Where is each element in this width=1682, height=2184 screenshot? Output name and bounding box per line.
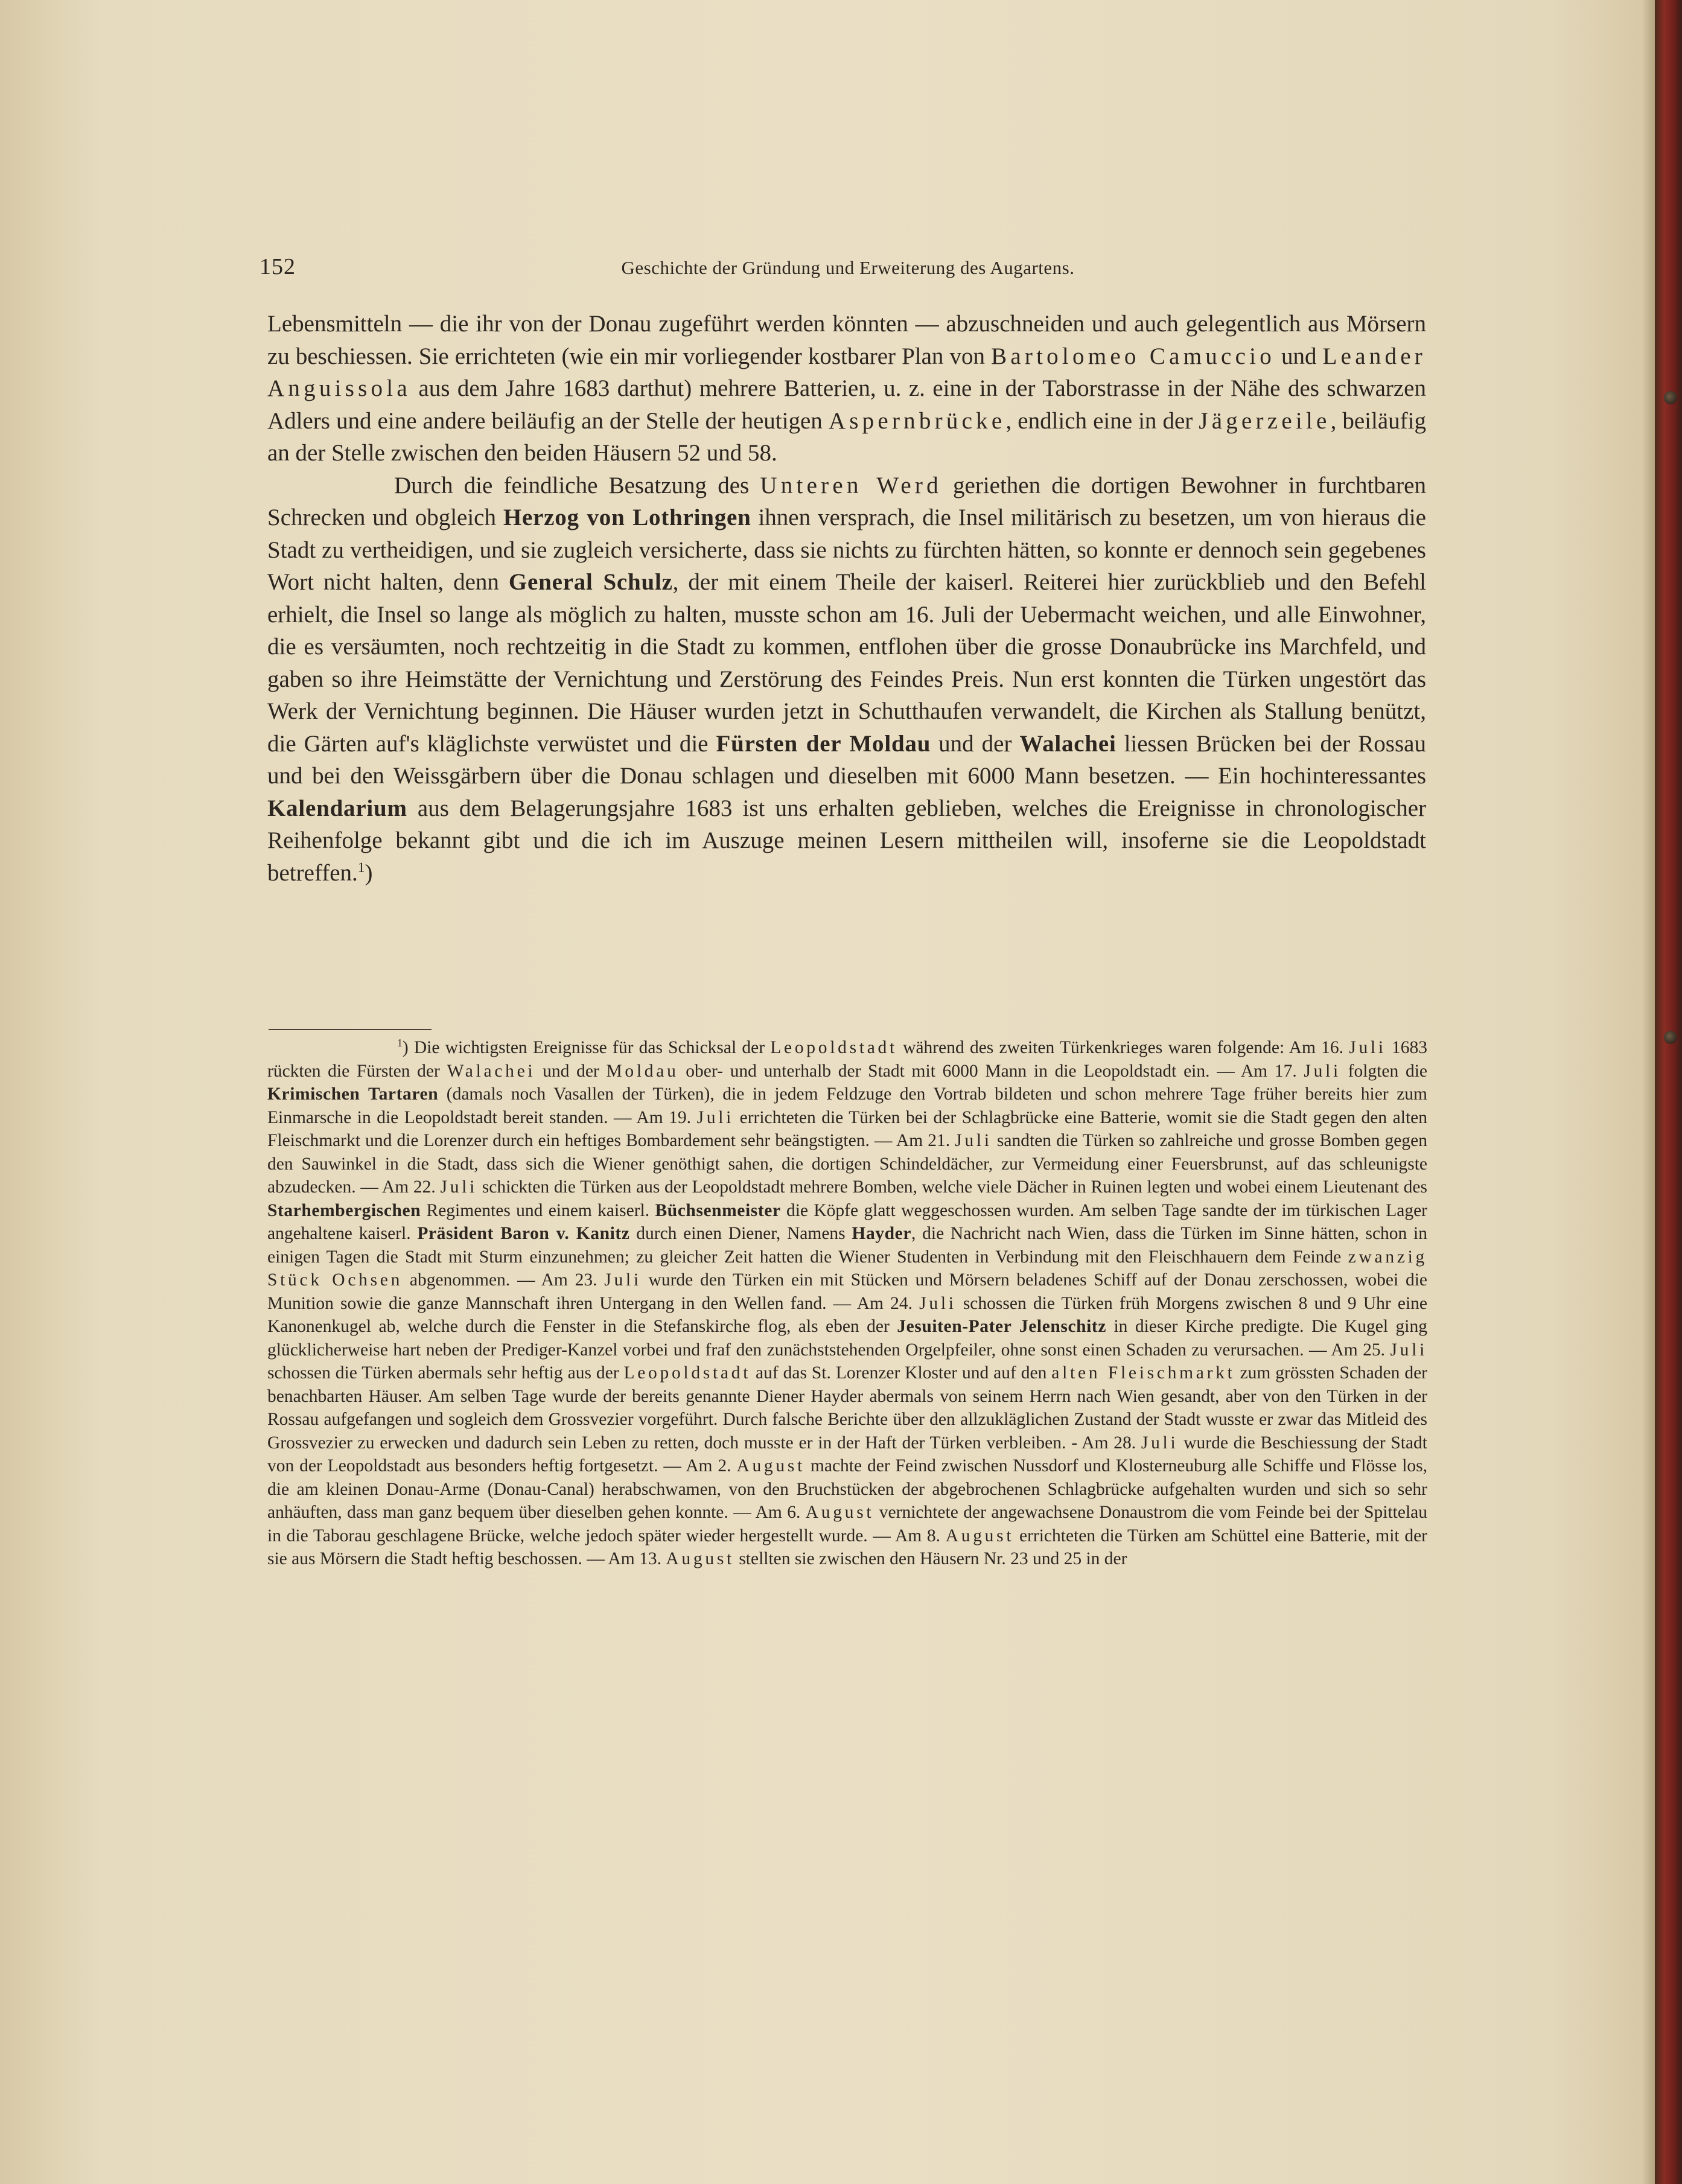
spaced-name: Unteren Werd [760, 472, 942, 498]
text-run: 1683 rückten die Fürsten der [267, 1038, 1427, 1081]
text-run: stellten sie zwischen den Häusern Nr. 23 und 25 in der [734, 1549, 1127, 1568]
spaced-name: Leander Anguissola [267, 343, 1427, 401]
spaced-name: Walachei [447, 1061, 536, 1081]
text-run: (damals noch Vasallen der Türken), die in jedem Feldzuge den Vortrab bildeten und schon mehrere Tage früher bereits hier zum Einmarsche in die Leopoldstadt bereit standen. — Am 19. [267, 1084, 1427, 1127]
spaced-name: August [805, 1503, 874, 1522]
blackletter-name: Präsident Baron v. Kanitz [417, 1224, 630, 1243]
paragraph-2 [267, 470, 1426, 890]
text-run: wurde den Türken ein mit Stücken und Mörsern beladenes Schiff auf der Donau zerschossen, wobei die Munition sowie die ganze Mannschaft ihren Untergang in den Wellen fand. — Am 24. [267, 1270, 1428, 1313]
blackletter-name: Hayder [852, 1224, 912, 1243]
spaced-name: Aspernbrücke [828, 407, 1006, 434]
text-run: ober- und unterhalb der Stadt mit 6000 Mann in die Leopoldstadt ein. — Am 17. [678, 1061, 1304, 1081]
spaced-name: Juli [604, 1270, 642, 1290]
text-run: schickten die Türken aus der Leopoldstadt mehrere Bomben, welche viele Dächer in Ruinen legten und wobei einem Lieutenant des [477, 1177, 1427, 1197]
text-run: aus dem Jahre 1683 darthut) mehrere Batterien, u. z. eine in der Taborstrasse in der Nähe des schwarzen Adlers und eine andere beiläufig an der Stelle der heutigen [267, 375, 1426, 434]
text-run: schossen die Türken früh Morgens zwischen 8 und 9 Uhr eine Kanonenkugel ab, welche durch die Fenster in die Stefanskirche flog, als eben der [267, 1293, 1428, 1336]
spaced-name: Juli [1304, 1061, 1341, 1081]
text-run: schossen die Türken abermals sehr heftig aus der [267, 1363, 624, 1383]
blackletter-name: General Schulz [508, 569, 673, 595]
book-spine [1655, 0, 1682, 2184]
blackletter-name: Fürsten der Moldau [716, 730, 931, 757]
main-text [267, 308, 1426, 889]
spine-rivet-icon [1664, 391, 1677, 404]
spaced-name: Bartolomeo Camuccio [991, 343, 1275, 369]
page-number: 152 [260, 254, 296, 279]
footnote-paragraph [267, 1036, 1427, 1571]
text-run: folgten die [1340, 1061, 1427, 1081]
paragraph-1 [267, 308, 1426, 470]
text-run: und der [535, 1061, 607, 1081]
text-run: ) [365, 859, 373, 886]
blackletter-name: Kalendarium [267, 795, 407, 821]
blackletter-name: Herzog von Lothringen [503, 505, 751, 530]
text-run: und der [931, 730, 1020, 757]
spaced-name: Moldau [606, 1061, 679, 1081]
footnote-marker: 1 [397, 1037, 403, 1049]
spaced-name: zwanzig Stück Ochsen [267, 1247, 1427, 1290]
text-run: abgenommen. — Am 23. [403, 1270, 605, 1290]
text-run: , der mit einem Theile der kaiserl. Reiterei hier zurückblieb und den Befehl erhielt, die Insel so lange als möglich zu halten, musste schon am 16. Juli der Uebermacht weichen, und alle Einwohner, die es versäumten, noch rechtzeitig in die Stadt zu kommen, entflohen über die grosse Donaubrücke ins Marchfeld, und gaben so ihre Heimstätte der Vernichtung und Zerstörung des Feindes Preis. Nun erst konnten die Türken ungestört das Werk der Vernichtung beginnen. Die Häuser wurden jetzt in Schutthaufen verwandelt, die Kirchen als Stallung benützt, die Gärten auf's kläglichste verwüstet und die [267, 569, 1426, 757]
spaced-name: August [666, 1549, 734, 1568]
text-run: die Köpfe glatt weggeschossen wurden. Am selben Tage sandte der im türkischen Lager angehaltene kaiserl. [267, 1200, 1427, 1243]
footnote-reference: 1 [357, 859, 365, 876]
blackletter-name: Krimischen Tartaren [267, 1084, 439, 1104]
text-run: während des zweiten Türkenkrieges waren folgende: Am 16. [897, 1038, 1349, 1057]
blackletter-name: Jesuiten-Pater Jelenschitz [897, 1317, 1107, 1336]
text-run: auf das St. Lorenzer Kloster und auf den [751, 1363, 1052, 1383]
text-run: errichteten die Türken am Schüttel eine Batterie, mit der sie aus Mörsern die Stadt heftig beschossen. — Am 13. [267, 1526, 1427, 1568]
text-run: liessen Brücken bei der Rossau und bei den Weissgärbern über die Donau schlagen und dieselben mit 6000 Mann besetzen. — Ein hochinteressantes [267, 730, 1426, 789]
footnote [267, 1036, 1427, 1571]
text-run: errichteten die Türken bei der Schlagbrücke eine Batterie, womit sie die Stadt gegen den alten Fleischmarkt und die Lorenzer durch ein heftiges Bombardement sehr beängstigten. — Am 21. [267, 1107, 1427, 1150]
text-run: Durch die feindliche Besatzung des [394, 472, 760, 498]
text-run: Lebensmitteln — die ihr von der Donau zugeführt werden könnten — abzuschneiden und auch gelegentlich aus Mörsern zu beschiessen. Sie errichteten (wie ein mir vorliegender kostbarer Plan von [267, 311, 1426, 369]
text-run: , endlich eine in der [1005, 407, 1199, 434]
text-run: aus dem Belagerungsjahre 1683 ist uns erhalten geblieben, welches die Ereignisse in chronologischer Reihenfolge bekannt gibt und die ich im Auszuge meinen Lesern mittheilen will, insoferne sie die Leopoldstadt betreffen. [267, 795, 1426, 886]
running-title: Geschichte der Gründung und Erweiterung des Augartens. [621, 257, 1075, 278]
text-run: in dieser Kirche predigte. Die Kugel ging glücklicherweise hart neben der Prediger-Kanzel vorbei und fraf den zunächststehenden Orgelpfeiler, ohne sonst einen Schaden zu verursachen. — Am 25. [267, 1317, 1427, 1360]
text-run: sandten die Türken so zahlreiche und grosse Bomben gegen den Sauwinkel in die Stadt, dass sich die Wiener genöthigt sahen, die dortigen Schindeldächer, zur Vermeidung einer Feuersbrunst, auf das schleunigste abzudecken. — Am 22. [267, 1131, 1427, 1197]
text-run: geriethen die dortigen Bewohner in furchtbaren Schrecken und obgleich [267, 472, 1426, 530]
text-run: Regimentes und einem kaiserl. [421, 1200, 655, 1220]
text-run: machte der Feind zwischen Nussdorf und Klosterneuburg alle Schiffe und Flösse los, die am kleinen Donau-Arme (Donau-Canal) herabschwamen, von den Bruchstücken der abgebrochenen Schlagbrücke aufgehalten wurden und sich so sehr anhäuften, dass man ganz bequem über dieselben gehen konnte. — Am 6. [267, 1456, 1427, 1522]
text-run: ihnen versprach, die Insel militärisch zu besetzen, um von hieraus die Stadt zu vertheidigen, und sie zugleich versicherte, dass sie nichts zu fürchten hätten, so konnte er dennoch sein gegebenes Wort nicht halten, denn [267, 505, 1426, 595]
text-run: zum grössten Schaden der benachbarten Häuser. Am selben Tage wurde der bereits genannte Diener Hayder abermals von seinem Herrn nach Wien gesandt, aber von den Türken in der Rossau aufgefangen und sogleich dem Grossvezier vorgeführt. Durch falsche Berichte über den allzukläglichen Zustand der Stadt wusste er zwar das Mitleid des Grossvezier zu erwecken und dadurch sein Leben zu retten, doch musste er in der Haft der Türken verbleiben. - Am 28. [267, 1363, 1427, 1453]
spaced-name: Leopoldstadt [623, 1363, 751, 1383]
spaced-name: August [945, 1526, 1015, 1546]
spaced-name: Juli [696, 1107, 734, 1127]
footnote-rule [269, 1029, 432, 1030]
spaced-name: Juli [955, 1131, 992, 1150]
page-header [260, 253, 1436, 284]
text-run: wurde die Beschiessung der Stadt von der Leopoldstadt aus besonders heftig fortgesetzt. — Am 2. [267, 1433, 1428, 1476]
spaced-name: August [736, 1456, 805, 1476]
spaced-name: Jägerzeile [1199, 407, 1331, 434]
spaced-name: Leopoldstadt [770, 1038, 897, 1057]
spaced-name: Juli [919, 1293, 957, 1313]
spine-rivet-icon [1664, 1031, 1677, 1044]
text-run: vernichtete der angewachsene Donaustrom die vom Feinde bei der Spittelau in die Taborau geschlagene Brücke, welche jedoch später wieder hergestellt wurde. — Am 8. [267, 1503, 1427, 1546]
text-run: , die Nachricht nach Wien, dass die Türken im Sinne hätten, schon in einigen Tagen die Stadt mit Sturm einzunehmen; zu gleicher Zeit hatten die Wiener Studenten in Verbindung mit den Fleischhauern dem Feinde [267, 1224, 1427, 1267]
spaced-name: Juli [1349, 1038, 1386, 1057]
blackletter-name: Büchsenmeister [655, 1200, 781, 1220]
spaced-name: Juli [1141, 1433, 1179, 1453]
text-run: ) Die wichtigsten Ereignisse für das Schicksal der [402, 1038, 771, 1057]
text-run: , beiläufig an der Stelle zwischen den beiden Häusern 52 und 58. [267, 407, 1426, 466]
blackletter-name: Starhembergischen [267, 1200, 421, 1220]
blackletter-name: Walachei [1019, 730, 1117, 757]
text-run: durch einen Diener, Namens [629, 1224, 852, 1243]
spaced-name: Juli [1390, 1340, 1427, 1360]
spaced-name: alten Fleischmarkt [1051, 1363, 1235, 1383]
text-run: und [1275, 343, 1323, 369]
page-gutter-shadow [1642, 0, 1655, 2184]
spaced-name: Juli [440, 1177, 478, 1197]
